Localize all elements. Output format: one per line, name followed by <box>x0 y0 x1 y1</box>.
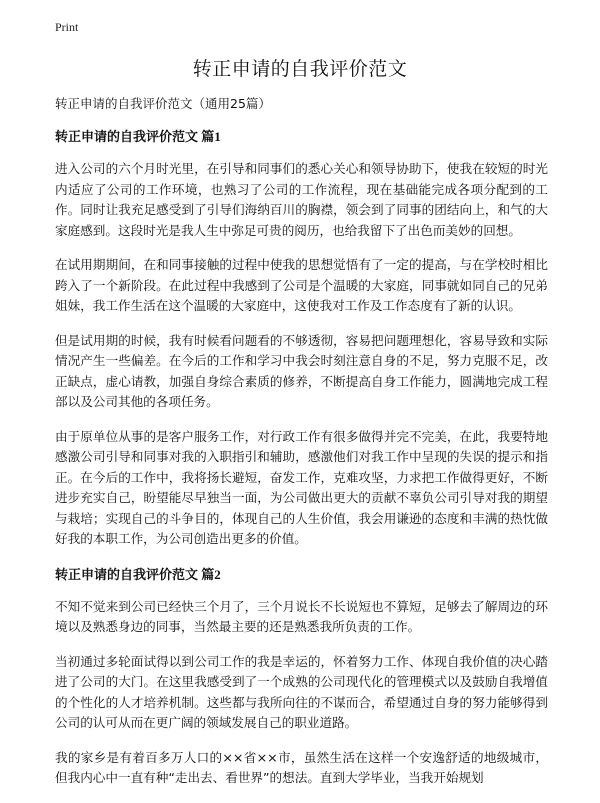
section-1 <box>55 126 548 550</box>
print-link[interactable]: Print <box>55 20 79 34</box>
page-title: 转正申请的自我评价范文 <box>192 58 408 80</box>
paragraph: 但是试用期的时候，我有时候看问题看的不够透彻，容易把问题理想化，容易导致和实际情况产生一些偏差。在今后的工作和学习中我会时刻注意自身的不足，努力克服不足，改正缺点，虚心请教，加强自身综合素质的修养，不断提高自身工作能力，圆满地完成工程部以及公司其他的各项任务。 <box>55 332 548 409</box>
section-heading: 转正申请的自我评价范文 篇1 <box>55 129 221 144</box>
section-2 <box>55 564 548 789</box>
paragraph: 我的家乡是有着百多万人口的××省××市，虽然生活在这样一个安逸舒适的地级城市，但我内心中一直有种“走出去、看世界”的想法。直到大学毕业，当我开始规划 <box>55 749 548 785</box>
document-subtitle: 转正申请的自我评价范文（通用25篇） <box>55 96 271 111</box>
paragraph: 不知不觉来到公司已经快三个月了，三个月说长不长说短也不算短，足够去了解周边的环境以及熟悉身边的同事，当然最主要的还是熟悉我所负责的工作。 <box>55 598 548 634</box>
paragraph: 当初通过多轮面试得以到公司工作的我是幸运的，怀着努力工作、体现自我价值的决心踏进了公司的大门。在这里我感受到了一个成熟的公司现代化的管理模式以及鼓励自我增值的个性化的人才培养机制。这些都与我所向往的不谋而合，希望通过自身的努力能够得到公司的认可从而在更广阔的领域发展自己的职业道路。 <box>55 653 548 730</box>
paragraph: 由于原单位从事的是客户服务工作，对行政工作有很多做得并完不完美，在此，我要特地感激公司引导和同事对我的入职指引和辅助，感激他们对我工作中呈现的失误的提示和指正。在今后的工作中，我将扬长避短，奋发工作，克难攻坚，力求把工作做得更好，不断进步充实自己，盼望能尽早独当一面，为公司做出更大的贡献不辜负公司引导对我的期望与栽培；实现自己的斗争目的，体现自己的人生价值，我会用谦逊的态度和丰满的热忱做好我的本职工作，为公司创造出更多的价值。 <box>55 428 548 546</box>
section-heading: 转正申请的自我评价范文 篇2 <box>55 566 221 582</box>
document-body <box>55 126 548 803</box>
paragraph: 在试用期期间，在和同事接触的过程中使我的思想觉悟有了一定的提高，与在学校时相比跨入了一个新阶段。在此过程中我感到了公司是个温暖的大家庭，同事就如同自己的兄弟姐妹，我工作生活在这个温暖的大家庭中，这使我对工作及工作态度有了新的认识。 <box>55 257 548 313</box>
paragraph: 进入公司的六个月时光里，在引导和同事们的悉心关心和领导协助下，使我在较短的时光内适应了公司的工作环境，也熟习了公司的工作流程，现在基础能完成各项分配到的工作。同时让我充足感受到了引导们海纳百川的胸襟，领会到了同事的团结向上，和气的大家庭感到。这段时光是我人生中弥足可贵的阅历，也给我留下了出色而美妙的回想。 <box>55 161 548 238</box>
